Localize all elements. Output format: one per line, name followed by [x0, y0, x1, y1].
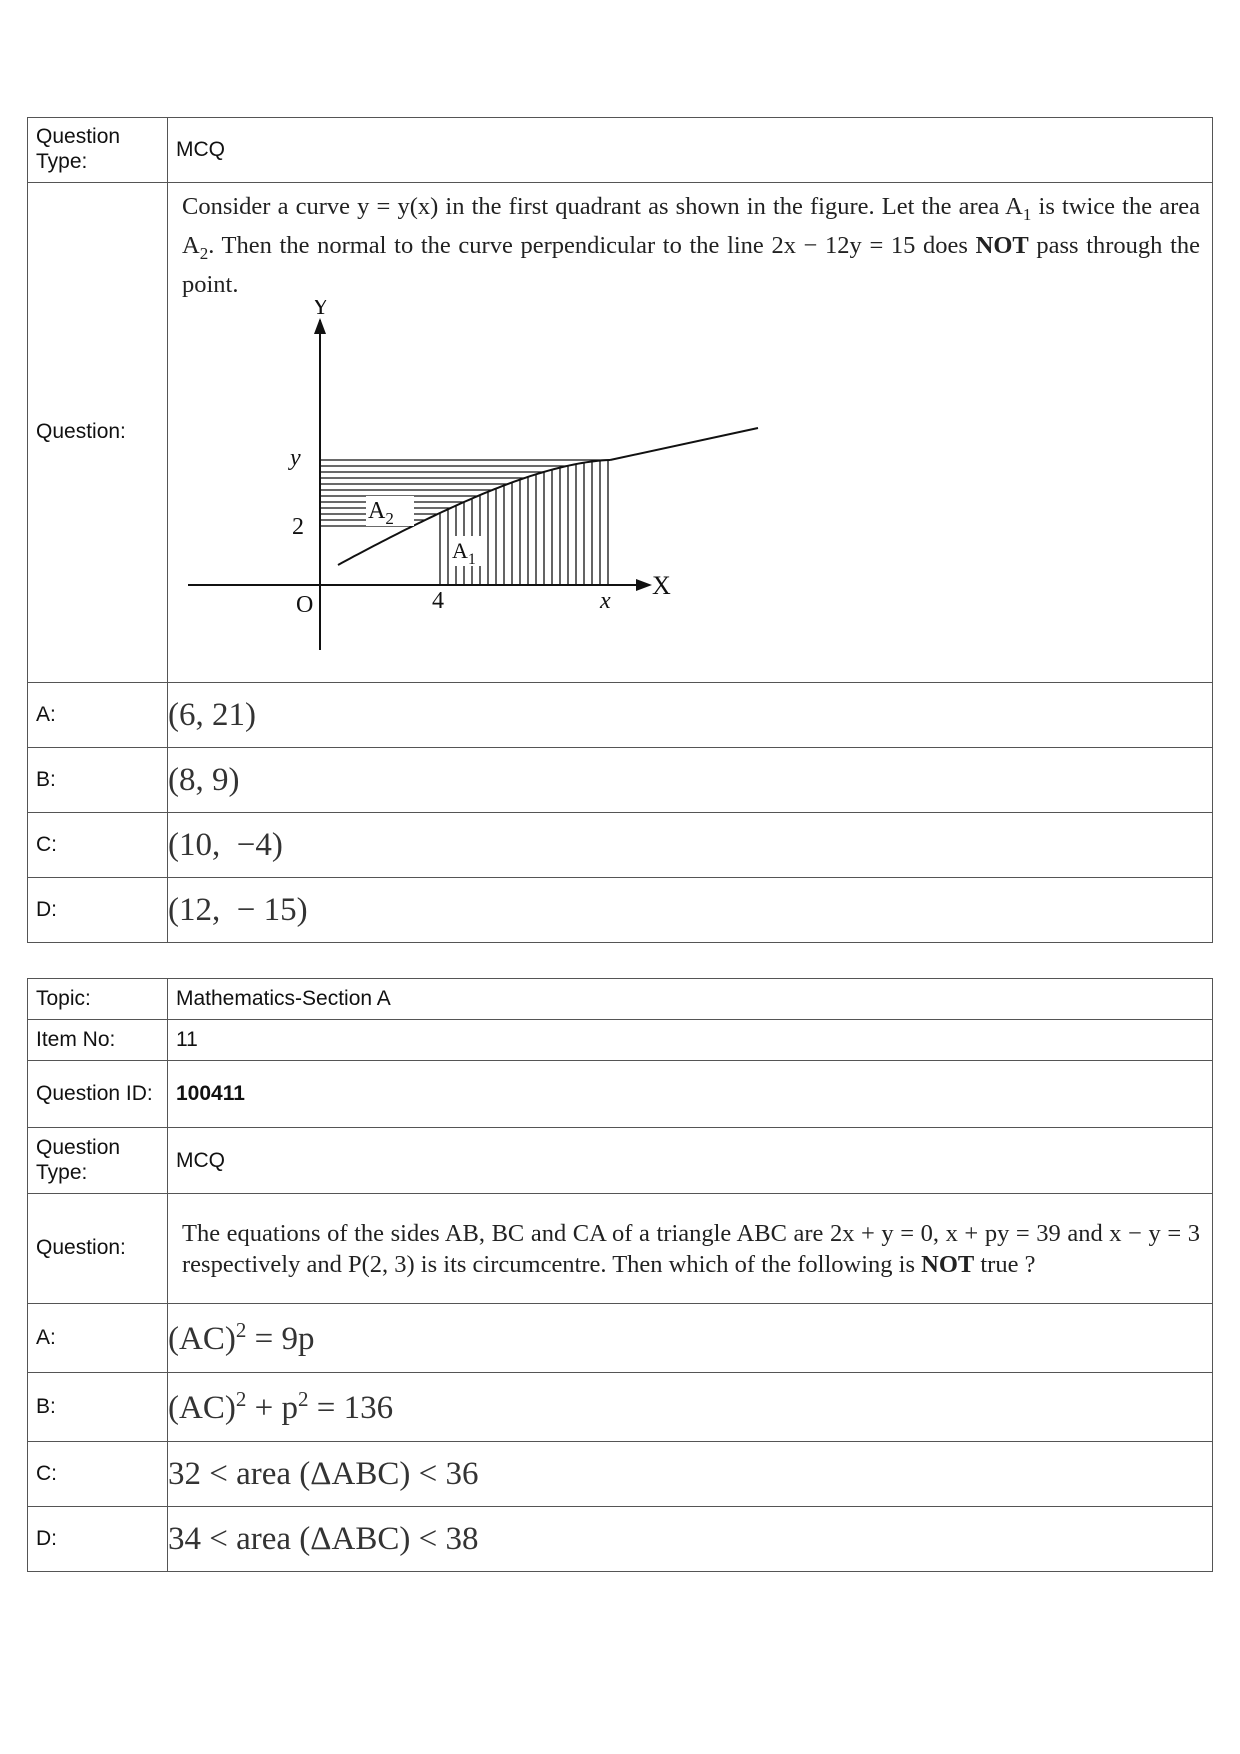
question-body — [168, 1194, 1213, 1304]
question-10-table — [27, 117, 1213, 943]
question-id-value: 100411 — [168, 1061, 1213, 1128]
option-d[interactable]: 34 < area (ΔABC) < 38 — [168, 1507, 1213, 1572]
question-11-table — [27, 978, 1213, 1572]
curve-figure — [168, 300, 928, 680]
topic-value: Mathematics-Section A — [168, 979, 1213, 1020]
y-axis-arrow-icon — [314, 318, 326, 334]
option-c[interactable]: (10, −4) — [168, 813, 1213, 878]
question-id-label: Question ID: — [28, 1061, 168, 1128]
question-text: The equations of the sides AB, BC and CA of a triangle ABC are 2x + y = 0, x + py = 39 and x − y = 3 respectively and P(2, 3) is its circumcentre. Then which of the following is NOT true ? — [182, 1219, 1200, 1278]
y-tick-label: 2 — [292, 513, 304, 540]
x-axis-arrow-icon — [636, 579, 652, 591]
question-type-value: MCQ — [168, 118, 1213, 183]
question-label: Question: — [28, 1194, 168, 1304]
option-c[interactable]: 32 < area (ΔABC) < 36 — [168, 1442, 1213, 1507]
area-a2-label: $A_2$ — [368, 497, 394, 528]
option-c-label: C: — [28, 1442, 168, 1507]
option-b[interactable]: (8, 9) — [168, 748, 1213, 813]
area-a1-label: $A_1$ — [452, 537, 476, 568]
option-a[interactable]: (6, 21) — [168, 683, 1213, 748]
area-a2-hatching — [320, 460, 610, 526]
curve-extension — [610, 428, 758, 460]
option-a-label: A: — [28, 1304, 168, 1373]
option-a[interactable]: (AC)$^2$ = 9p — [168, 1304, 1213, 1373]
option-d-label: D: — [28, 1507, 168, 1572]
question-type-label: Question Type: — [28, 118, 168, 183]
x-axis-label: X — [652, 570, 671, 600]
option-b-label: B: — [28, 1373, 168, 1442]
question-body — [168, 183, 1213, 683]
option-c-label: C: — [28, 813, 168, 878]
origin-label: O — [296, 591, 314, 618]
topic-label: Topic: — [28, 979, 168, 1020]
question-type-label: Question Type: — [28, 1128, 168, 1194]
x-value-label: x — [600, 587, 611, 614]
item-no-label: Item No: — [28, 1020, 168, 1061]
option-d[interactable]: (12, − 15) — [168, 878, 1213, 943]
y-axis-label: Y — [312, 299, 330, 320]
option-a-label: A: — [28, 683, 168, 748]
option-b[interactable]: $(AC)^2 + p^2 = 136$ — [168, 1373, 1213, 1442]
question-label: Question: — [28, 183, 168, 683]
option-d-label: D: — [28, 878, 168, 943]
item-no-value: 11 — [168, 1020, 1213, 1061]
y-value-label: y — [290, 444, 301, 471]
question-text: Consider a curve y = y(x) in the first quadrant as shown in the figure. Let the area $A_1$ is twice the area $A_2$. Then the normal to the curve perpendicular to the line 2x − 12y = 15 does NOT pass through the point. — [182, 193, 1201, 298]
option-b-label: B: — [28, 748, 168, 813]
question-type-value: MCQ — [168, 1128, 1213, 1194]
x-tick-label: 4 — [432, 587, 444, 614]
